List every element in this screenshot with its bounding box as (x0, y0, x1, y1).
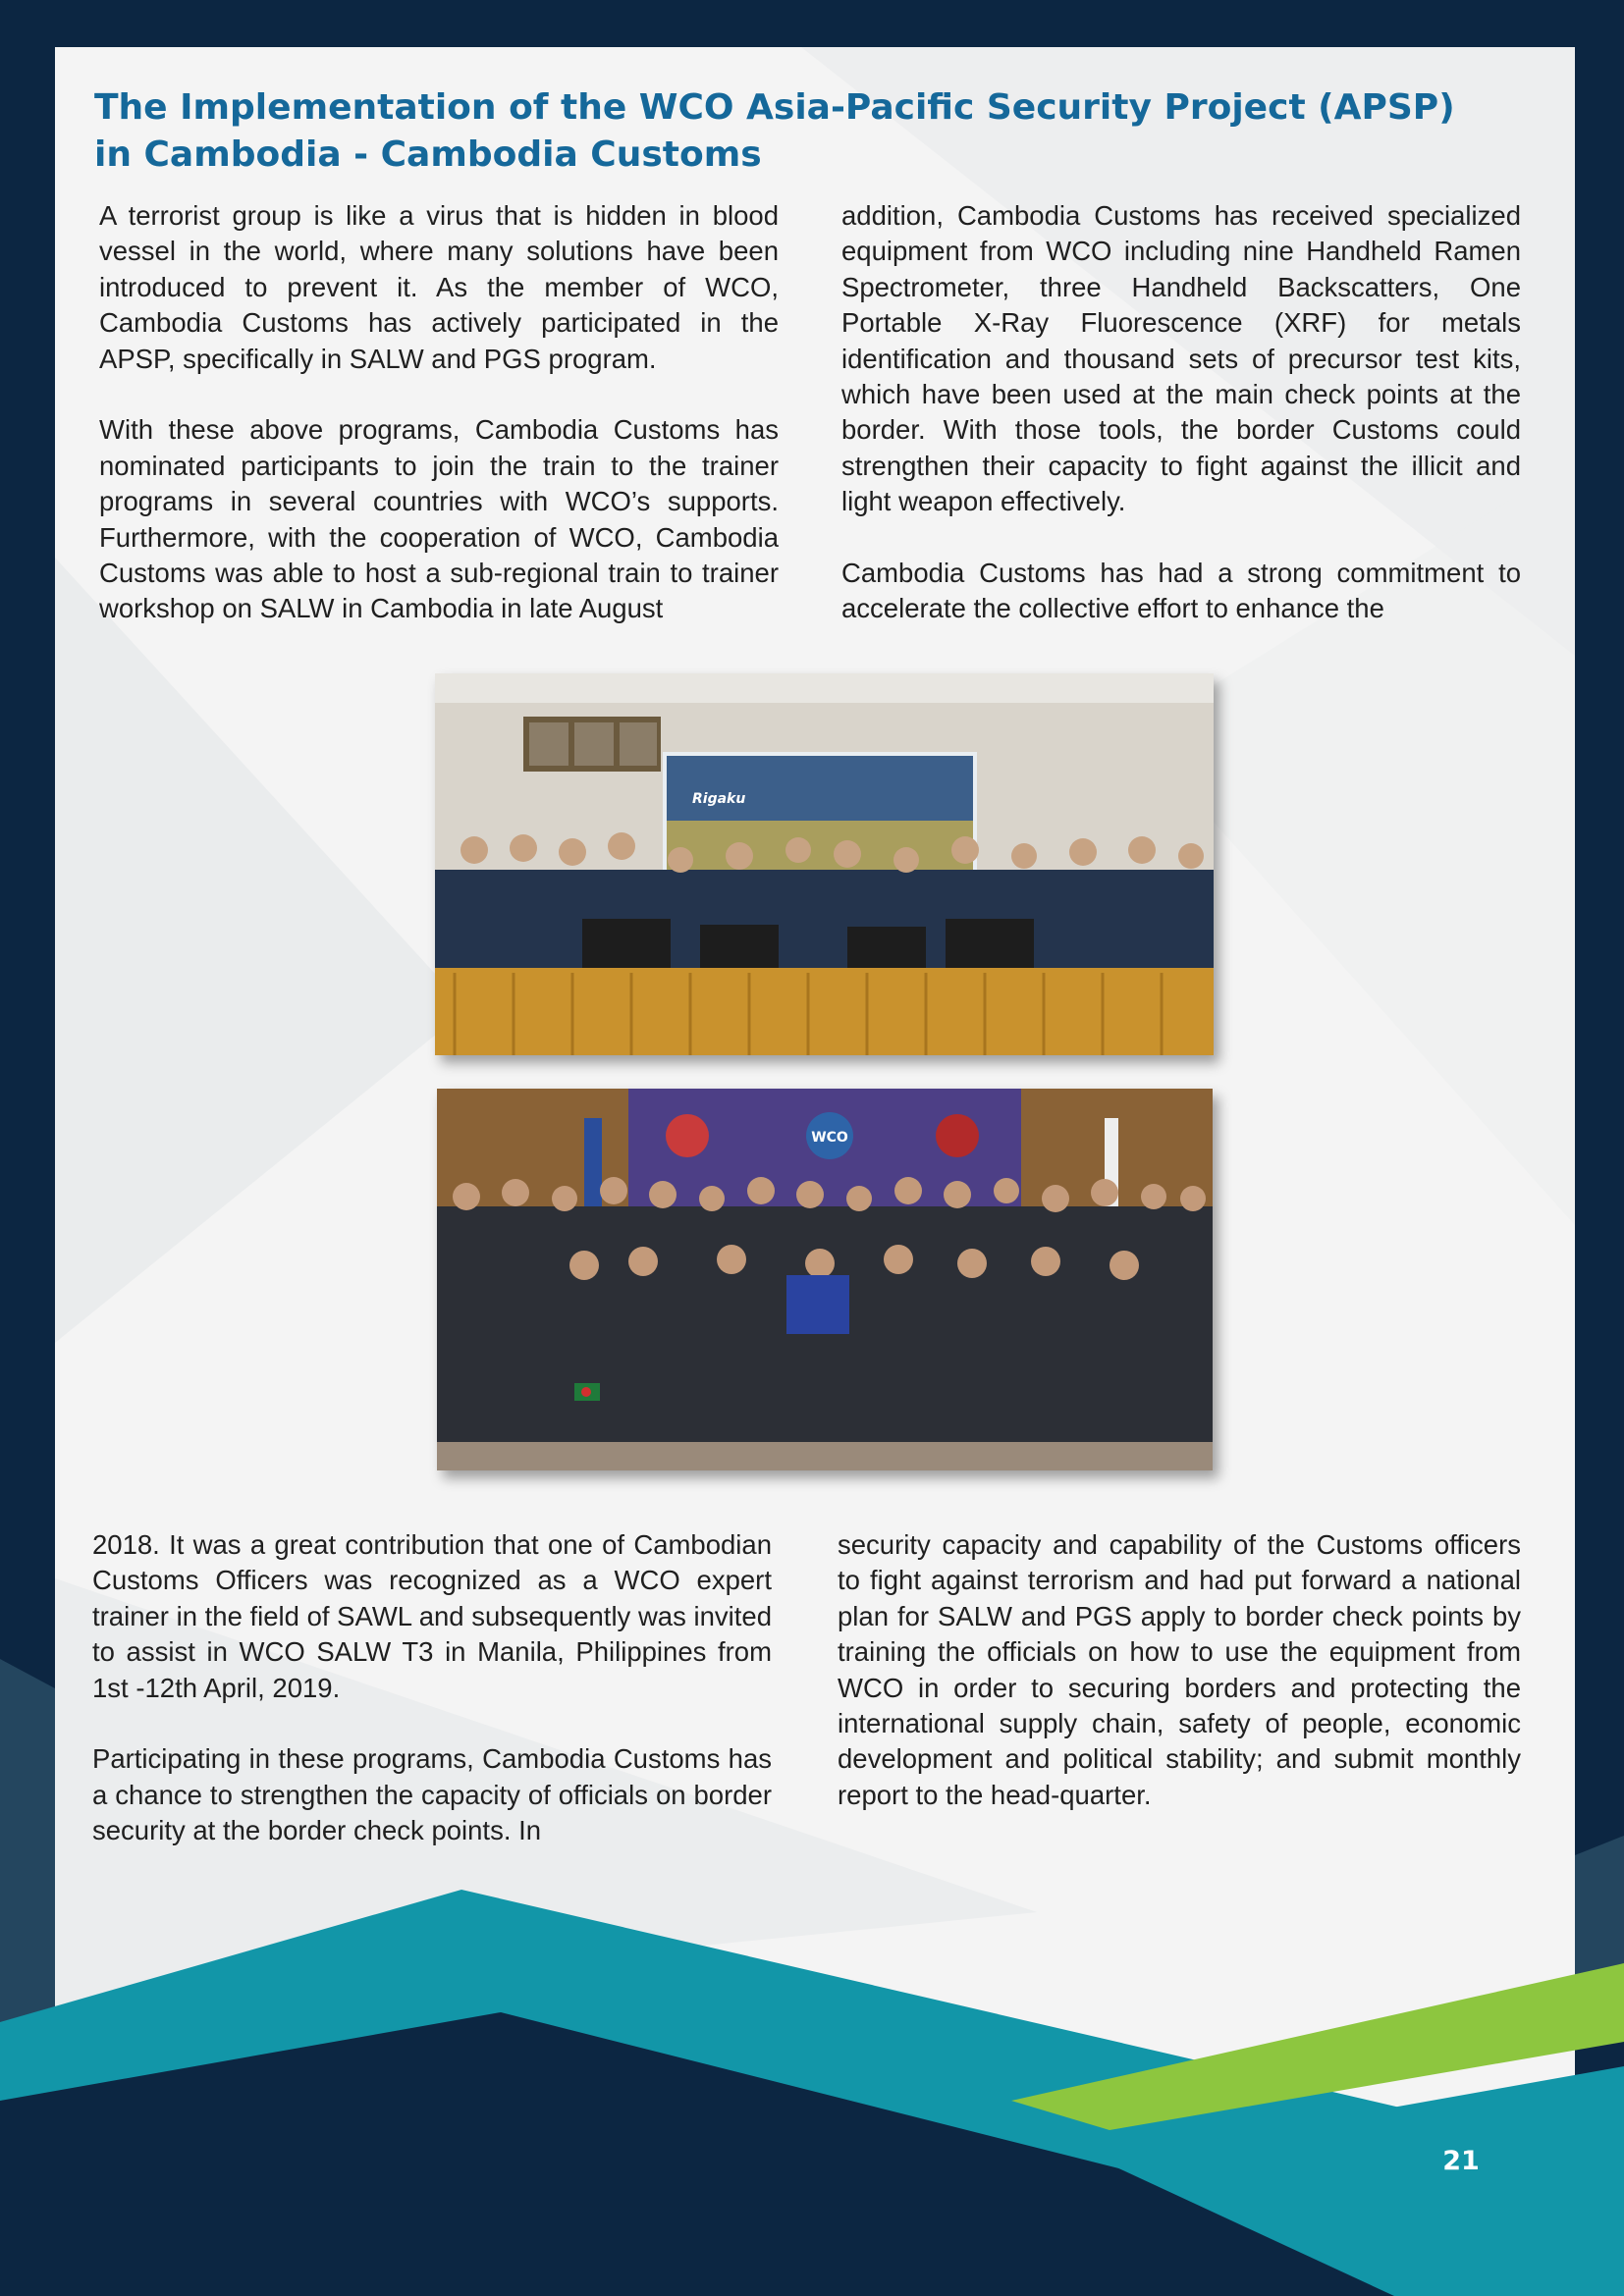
page-number: 21 (1442, 2146, 1480, 2176)
paragraph: Participating in these programs, Cambodia Customs has a chance to strengthen the capacity of officials on border security at the border check points. In (92, 1743, 772, 1846)
paragraph: security capacity and capability of the Customs officers to fight against terrorism and had put forward a national plan for SALW and PGS apply to border check points by training the officials on how to use the equipment from WCO in order to securing borders and protecting the international supply chain, safety of people, economic development and political stability; and submit monthly report to the head-quarter. (838, 1529, 1521, 1810)
paragraph: Cambodia Customs has had a strong commitment to accelerate the collective effort to enhance the (841, 558, 1521, 624)
paragraph: With these above programs, Cambodia Customs has nominated participants to join the train to the trainer programs in several countries with WCO’s supports. Furthermore, with the cooperation of WCO, Cambodia Customs was able to host a sub-regional train to trainer workshop on SALW in Cambodia in late August (99, 414, 779, 624)
paragraph: addition, Cambodia Customs has received specialized equipment from WCO including nine Handheld Ramen Spectrometer, three Handheld Backscatters, One Portable X-Ray Fluorescence (XRF) for metals identification and thousand sets of precursor test kits, which have been used at the main check points at the border. With those tools, the border Customs could strengthen their capacity to fight against the illicit and light weapon effectively. (841, 200, 1521, 517)
projector-screen-text: Rigaku (692, 791, 746, 807)
banner-logo-text: WCO (811, 1130, 848, 1146)
paragraph: 2018. It was a great contribution that one of Cambodian Customs Officers was recognized as a WCO expert trainer in the field of SAWL and subsequently was invited to assist in WCO SALW T3 in Manila, Philippines from 1st -12th April, 2019. (92, 1529, 772, 1703)
title-line-2: in Cambodia - Cambodia Customs (94, 134, 762, 175)
paragraph: A terrorist group is like a virus that is hidden in blood vessel in the world, where many solutions have been introduced to prevent it. As the member of WCO, Cambodia Customs has actively participated in the APSP, specifically in SALW and PGS program. (99, 200, 779, 374)
title-line-1: The Implementation of the WCO Asia-Pacific Security Project (APSP) (94, 87, 1455, 128)
